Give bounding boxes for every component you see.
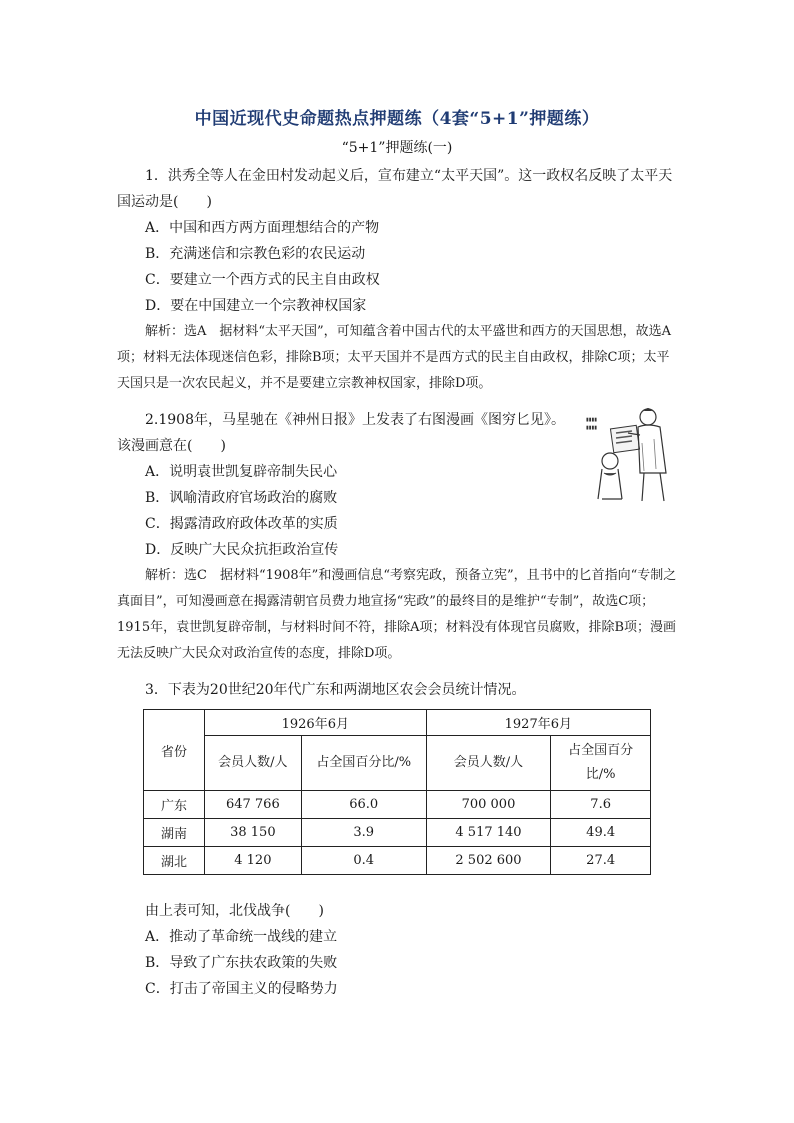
table-row — [144, 847, 651, 875]
option-b: B．讽喻清政府官场政治的腐败 — [145, 490, 338, 506]
option-a: A．推动了革命统一战线的建立 — [145, 929, 338, 945]
percent-cell: 3.9 — [301, 819, 426, 847]
page-subtitle: “5+1”押题练(一) — [341, 140, 453, 156]
header-members: 会员人数/人 — [204, 736, 301, 791]
province-cell: 湖北 — [144, 847, 205, 875]
header-year-1926: 1926年6月 — [204, 710, 426, 736]
province-cell: 广东 — [144, 791, 205, 819]
question-1 — [117, 163, 677, 397]
question-stem: 3．下表为20世纪20年代广东和两湖地区农会会员统计情况。 — [145, 682, 526, 698]
table-row — [144, 791, 651, 819]
svg-text:▮▮▮▮: ▮▮▮▮ — [586, 417, 598, 423]
header-percent: 占全国百分比/% — [301, 736, 426, 791]
header-percent: 占全国百分比/% — [551, 736, 651, 791]
svg-text:▮▮▮▮: ▮▮▮▮ — [586, 425, 598, 431]
members-cell: 38 150 — [204, 819, 301, 847]
option-c: C．揭露清政府政体改革的实质 — [145, 516, 338, 532]
option-c: C．要建立一个西方式的民主自由政权 — [145, 272, 380, 288]
question-stem: 1．洪秀全等人在金田村发动起义后，宣布建立“太平天国”。这一政权名反映了太平天国运动是( ) — [117, 168, 673, 210]
header-year-1927: 1927年6月 — [426, 710, 650, 736]
explanation: 解析：选A 据材料“太平天国”，可知蕴含着中国古代的太平盛世和西方的天国思想，故选A项；材料无法体现迷信色彩，排除B项；太平天国并不是西方式的民主自由政权，排除C项；太平天国只是一次农民起义，并不是要建立宗教神权国家，排除D项。 — [117, 324, 672, 391]
question-stem: 2.1908年，马星驰在《神州日报》上发表了右图漫画《图穷匕见》。该漫画意在( ) — [117, 412, 565, 454]
question-3-options — [117, 898, 677, 1002]
option-b: B．充满迷信和宗教色彩的农民运动 — [145, 246, 366, 262]
option-c: C．打击了帝国主义的侵略势力 — [145, 981, 338, 997]
percent-cell: 66.0 — [301, 791, 426, 819]
statistics-table — [143, 709, 651, 875]
members-cell: 647 766 — [204, 791, 301, 819]
question-3 — [117, 677, 677, 703]
percent-cell: 49.4 — [551, 819, 651, 847]
table-header-row — [144, 710, 651, 736]
page-title: 中国近现代史命题热点押题练（4套“5+1”押题练） — [194, 109, 600, 129]
header-members: 会员人数/人 — [426, 736, 551, 791]
option-d: D．要在中国建立一个宗教神权国家 — [145, 298, 367, 314]
percent-cell: 27.4 — [551, 847, 651, 875]
members-cell: 4 120 — [204, 847, 301, 875]
option-b: B．导致了广东扶农政策的失败 — [145, 955, 338, 971]
option-d: D．反映广大民众抗拒政治宣传 — [145, 542, 339, 558]
province-cell: 湖南 — [144, 819, 205, 847]
question-followup: 由上表可知，北伐战争( ) — [145, 903, 324, 919]
members-cell: 700 000 — [426, 791, 551, 819]
option-a: A．中国和西方两方面理想结合的产物 — [145, 220, 380, 236]
percent-cell: 7.6 — [551, 791, 651, 819]
option-a: A．说明袁世凯复辟帝制失民心 — [145, 464, 338, 480]
members-cell: 2 502 600 — [426, 847, 551, 875]
explanation: 解析：选C 据材料“1908年”和漫画信息“考察宪政，预备立宪”，且书中的匕首指向“专制之真面目”，可知漫画意在揭露清朝官员费力地宣扬“宪政”的最终目的是维护“专制”，故选C项；1915年，袁世凯复辟帝制，与材料时间不符，排除A项；材料没有体现官员腐败，排除B项；漫画无法反映广大民众对政治宣传的态度，排除D项。 — [117, 568, 677, 661]
table-row — [144, 819, 651, 847]
members-cell: 4 517 140 — [426, 819, 551, 847]
header-province: 省份 — [144, 710, 205, 791]
cartoon-illustration — [582, 403, 678, 505]
percent-cell: 0.4 — [301, 847, 426, 875]
table-subheader-row — [144, 736, 651, 791]
